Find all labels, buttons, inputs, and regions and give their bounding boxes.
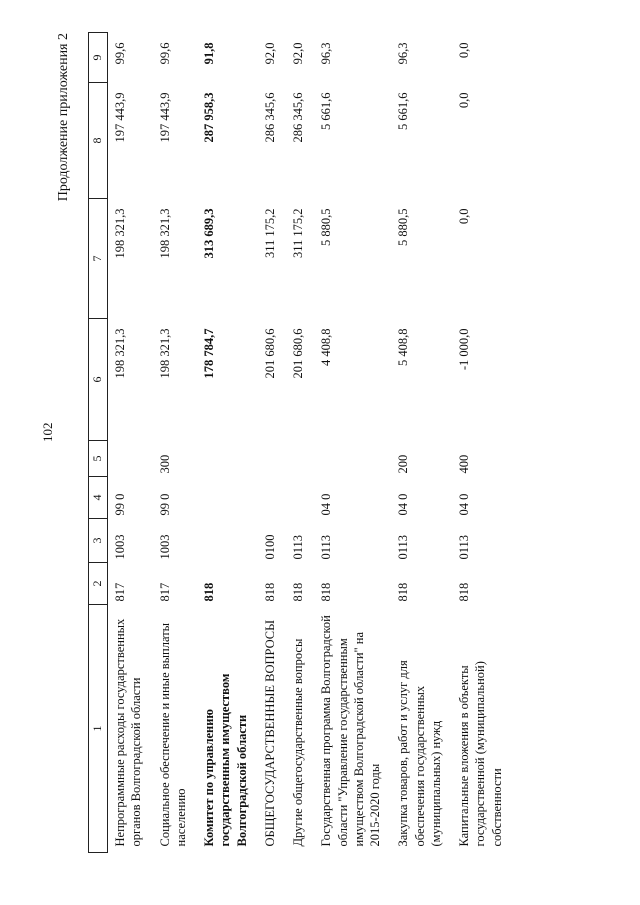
code-cell: 818 — [319, 582, 334, 602]
percent-cell: 99,6 — [113, 42, 127, 65]
table-row — [153, 33, 198, 853]
percent-cell: 96,3 — [396, 42, 411, 65]
value-cell: 5 880,5 — [319, 208, 334, 246]
section-cell: 1003 — [157, 534, 172, 560]
header-row — [89, 33, 108, 853]
value-cell: 4 408,8 — [319, 328, 334, 366]
column-header: 8 — [89, 83, 108, 199]
row-name-cell: Государственная программа Волгоградской области "Управление государственным имуществом Волгоградской области" на 2015-2020 годы — [319, 615, 382, 847]
percent-cell: 91,8 — [202, 42, 216, 65]
column-header: 1 — [89, 605, 108, 853]
section-cell — [197, 519, 258, 563]
value-cell: 197 443,9 — [157, 92, 172, 143]
code-cell: 817 — [157, 582, 172, 602]
code-cell: 818 — [202, 582, 216, 602]
table-row — [314, 33, 391, 853]
column-header: 3 — [89, 519, 108, 563]
value-cell: 286 345,6 — [291, 92, 305, 143]
program-cell: 99 0 — [113, 493, 127, 516]
table-row — [391, 33, 452, 853]
percent-cell: 92,0 — [291, 42, 305, 65]
value-cell: 198 321,3 — [113, 208, 127, 259]
table-row — [108, 33, 153, 853]
value-cell: 311 175,2 — [291, 208, 305, 259]
budget-table — [88, 32, 513, 853]
column-header: 6 — [89, 319, 108, 441]
continuation-label: Продолжение приложения 2 — [56, 33, 71, 202]
section-cell: 0113 — [457, 534, 471, 560]
value-cell: 201 680,6 — [262, 328, 277, 379]
row-name-cell: Непрограммные расходы государственных органов Волгоградской области — [113, 618, 144, 847]
section-cell: 1003 — [113, 534, 127, 560]
page-number: 102 — [40, 422, 55, 442]
value-cell: 0,0 — [457, 208, 471, 225]
section-cell: 0113 — [396, 534, 411, 560]
value-cell: 5 880,5 — [396, 208, 411, 246]
table-row — [197, 33, 258, 853]
value-cell: 5 408,8 — [396, 328, 411, 366]
rotated-table-area — [56, 33, 608, 853]
type-cell — [197, 441, 258, 477]
value-cell: 198 321,3 — [157, 328, 172, 379]
value-cell: 198 321,3 — [113, 328, 127, 379]
column-header: 9 — [89, 33, 108, 83]
value-cell: 287 958,3 — [202, 92, 216, 143]
code-cell: 818 — [457, 582, 471, 602]
column-header: 2 — [89, 563, 108, 605]
value-cell: 5 661,6 — [396, 92, 411, 130]
program-cell: 04 0 — [396, 493, 411, 516]
row-name-cell: Комитет по управлению государственным имуществом Волгоградской области — [202, 673, 249, 847]
value-cell: 313 689,3 — [202, 208, 216, 259]
code-cell: 818 — [291, 582, 305, 602]
column-header: 5 — [89, 441, 108, 477]
type-cell — [108, 441, 153, 477]
type-cell — [258, 441, 286, 477]
percent-cell: 96,3 — [319, 42, 334, 65]
row-name-cell: Капитальные вложения в объекты государственной (муниципальной) собственности — [457, 661, 504, 847]
section-cell: 0100 — [262, 534, 277, 560]
section-cell: 0113 — [291, 534, 305, 560]
code-cell: 818 — [262, 582, 277, 602]
table-row — [286, 33, 314, 853]
value-cell: 178 784,7 — [202, 328, 216, 379]
type-cell — [314, 441, 391, 477]
row-name-cell: Социальное обеспечение и иные выплаты населению — [157, 622, 188, 847]
type-cell — [286, 441, 314, 477]
code-cell: 817 — [113, 582, 127, 602]
row-name-cell: ОБЩЕГОСУДАРСТВЕННЫЕ ВОПРОСЫ — [262, 619, 277, 847]
program-cell: 04 0 — [319, 493, 334, 516]
program-cell — [197, 477, 258, 519]
program-cell: 99 0 — [157, 493, 172, 516]
percent-cell: 92,0 — [262, 42, 277, 65]
value-cell: 198 321,3 — [157, 208, 172, 259]
table-row — [258, 33, 286, 853]
type-cell: 200 — [396, 454, 411, 474]
type-cell: 300 — [157, 454, 172, 474]
program-cell — [286, 477, 314, 519]
value-cell: 0,0 — [457, 92, 471, 109]
program-cell: 04 0 — [457, 493, 471, 516]
value-cell: 5 661,6 — [319, 92, 334, 130]
value-cell: 286 345,6 — [262, 92, 277, 143]
row-name-cell: Закупка товаров, работ и услуг для обеспечения государственных (муниципальных) нужд — [396, 660, 443, 847]
column-header: 4 — [89, 477, 108, 519]
row-name-cell: Другие общегосударственные вопросы — [291, 638, 305, 847]
percent-cell: 0,0 — [457, 42, 471, 59]
type-cell: 400 — [457, 454, 471, 474]
section-cell: 0113 — [319, 534, 334, 560]
table-row — [452, 33, 513, 853]
column-header: 7 — [89, 199, 108, 319]
value-cell: 201 680,6 — [291, 328, 305, 379]
value-cell: 311 175,2 — [262, 208, 277, 259]
value-cell: -1 000,0 — [457, 328, 471, 371]
value-cell: 197 443,9 — [113, 92, 127, 143]
percent-cell: 99,6 — [157, 42, 172, 65]
program-cell — [258, 477, 286, 519]
code-cell: 818 — [396, 582, 411, 602]
